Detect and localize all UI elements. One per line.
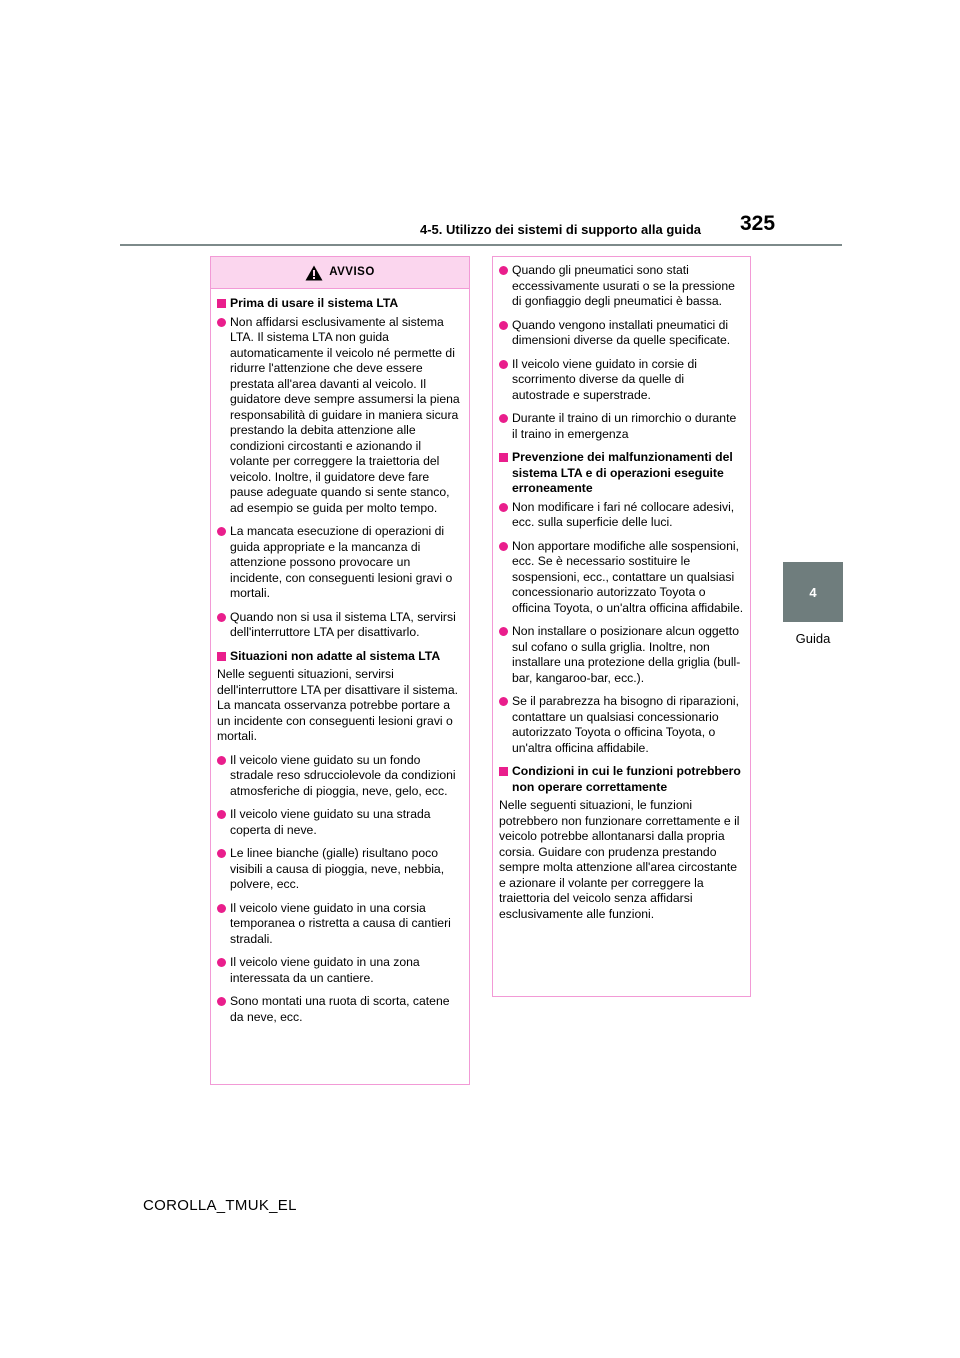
- bullet-text: Il veicolo viene guidato in una corsia temporanea o ristretta a causa di cantieri stradali.: [230, 900, 451, 946]
- bullet-text: Non modificare i fari né collocare adesivi, ecc. sulla superficie delle luci.: [512, 499, 735, 529]
- square-bullet-icon: [217, 652, 226, 661]
- circle-bullet-icon: [217, 904, 226, 913]
- bullet-item: [217, 901, 463, 948]
- bullet-item: [217, 846, 463, 893]
- bullet-item: [217, 524, 463, 602]
- square-bullet-icon: [499, 453, 508, 462]
- circle-bullet-icon: [499, 627, 508, 636]
- bullet-text: Le linee bianche (gialle) risultano poco visibili a causa di pioggia, neve, nebbia, polvere, ecc.: [230, 846, 445, 891]
- bullet-text: Non installare o posizionare alcun oggetto sul cofano o sulla griglia. Inoltre, non installare una protezione della griglia (bull-bar, kangaroo-bar, ecc.).: [512, 624, 741, 685]
- bullet-item: [499, 318, 744, 349]
- circle-bullet-icon: [217, 318, 226, 327]
- circle-bullet-icon: [217, 849, 226, 858]
- square-bullet-icon: [217, 299, 226, 308]
- footer-model-code: COROLLA_TMUK_EL: [143, 1197, 297, 1214]
- section-title: 4-5. Utilizzo dei sistemi di supporto alla guida: [420, 222, 701, 237]
- bullet-text: Il veicolo viene guidato in corsie di scorrimento diverse da quelle di autostrade e superstrade.: [512, 356, 697, 402]
- circle-bullet-icon: [499, 542, 508, 551]
- circle-bullet-icon: [499, 321, 508, 330]
- bullet-text: Il veicolo viene guidato su un fondo stradale reso sdrucciolevole da condizioni atmosferiche di pioggia, neve, gelo, ecc.: [230, 752, 456, 798]
- bullet-text: Quando vengono installati pneumatici di dimensioni diverse da quelle specificate.: [512, 317, 731, 347]
- circle-bullet-icon: [499, 503, 508, 512]
- warning-box-right: [492, 256, 751, 997]
- bullet-text: Il veicolo viene guidato in una zona interessata da un cantiere.: [230, 955, 420, 985]
- bullet-item: [499, 624, 744, 686]
- bullet-text: Se il parabrezza ha bisogno di riparazioni, contattare un qualsiasi concessionario autorizzato Toyota o officina Toyota, o un'altra officina affidabile.: [512, 694, 739, 755]
- section-heading-text: Condizioni in cui le funzioni potrebbero non operare correttamente: [512, 764, 741, 794]
- chapter-tab: [783, 562, 843, 622]
- bullet-text: Quando gli pneumatici sono stati eccessivamente usurati o se la pressione di gonfiaggio degli pneumatici è bassa.: [512, 263, 735, 308]
- warning-label: AVVISO: [329, 265, 375, 278]
- warning-content-right: [493, 257, 750, 922]
- bullet-item: [499, 411, 744, 442]
- section-heading: [217, 296, 463, 312]
- circle-bullet-icon: [217, 527, 226, 536]
- circle-bullet-icon: [217, 997, 226, 1006]
- bullet-item: [217, 807, 463, 838]
- circle-bullet-icon: [217, 958, 226, 967]
- bullet-item: [217, 315, 463, 517]
- circle-bullet-icon: [217, 810, 226, 819]
- section-heading-text: Situazioni non adatte al sistema LTA: [230, 648, 441, 663]
- bullet-text: La mancata esecuzione di operazioni di guida appropriate e la mancanza di attenzione possono provocare un incidente, con conseguenti lesioni gravi o mortali.: [230, 524, 453, 600]
- bullet-item: [217, 753, 463, 800]
- warning-triangle-icon: [305, 265, 323, 281]
- header-rule: [120, 244, 842, 246]
- chapter-number: 4: [809, 584, 817, 600]
- bullet-text: Durante il traino di un rimorchio o durante il traino in emergenza: [512, 411, 737, 441]
- bullet-item: [499, 500, 744, 531]
- section-heading: [499, 764, 744, 795]
- bullet-text: Non affidarsi esclusivamente al sistema LTA. Il sistema LTA non guida automaticamente il veicolo né permette di ridurre l'attenzione che deve essere prestata all'area davanti al veicolo. Il guidatore deve sempre assumersi la piena responsabilità di guidare in maniera sicura prestando la debita attenzione alle condizioni circostanti e azionando il volante per correggere la traiettoria del veicolo. Inoltre, il guidatore deve fare pause adeguate quando si sente stanco, ad esempio se guida per molto tempo.: [230, 314, 460, 515]
- circle-bullet-icon: [499, 360, 508, 369]
- bullet-text: Quando non si usa il sistema LTA, servirsi dell'interruttore LTA per disattivarlo.: [230, 609, 456, 639]
- square-bullet-icon: [499, 767, 508, 776]
- bullet-item: [499, 263, 744, 310]
- bullet-item: [217, 955, 463, 986]
- paragraph: Nelle seguenti situazioni, servirsi dell'interruttore LTA per disattivare il sistema. La mancata osservanza potrebbe portare a un incidente con conseguenti lesioni gravi o mortali.: [217, 667, 458, 743]
- section-heading-text: Prevenzione dei malfunzionamenti del sistema LTA e di operazioni eseguite erroneamente: [512, 450, 733, 495]
- page-number: 325: [740, 212, 776, 235]
- section-heading: [499, 450, 744, 497]
- circle-bullet-icon: [499, 414, 508, 423]
- bullet-item: [499, 539, 744, 617]
- chapter-label: Guida: [795, 631, 831, 646]
- warning-box-left: [210, 256, 470, 1085]
- section-heading: [217, 649, 463, 665]
- bullet-item: [217, 994, 463, 1025]
- bullet-item: [217, 610, 463, 641]
- bullet-text: Sono montati una ruota di scorta, catene da neve, ecc.: [230, 994, 450, 1024]
- section-heading-text: Prima di usare il sistema LTA: [230, 296, 399, 310]
- circle-bullet-icon: [217, 613, 226, 622]
- bullet-item: [499, 694, 744, 756]
- warning-content-left: [211, 289, 469, 1025]
- circle-bullet-icon: [499, 697, 508, 706]
- paragraph: Nelle seguenti situazioni, le funzioni potrebbero non funzionare correttamente e il veicolo potrebbe allontanarsi dalla propria corsia. Guidare con prudenza prestando sempre molta attenzione all'area circostante e azionare il volante per correggere la traiettoria del veicolo senza affidarsi esclusivamente alle funzioni.: [499, 798, 740, 921]
- circle-bullet-icon: [217, 756, 226, 765]
- warning-header: [211, 257, 469, 289]
- circle-bullet-icon: [499, 266, 508, 275]
- bullet-text: Il veicolo viene guidato su una strada coperta di neve.: [230, 807, 431, 837]
- bullet-text: Non apportare modifiche alle sospensioni, ecc. Se è necessario sostituire le sospensioni, ecc., contattare un qualsiasi concessionario autorizzato Toyota o officina Toyota, o un'altra officina affidabile.: [512, 538, 744, 615]
- bullet-item: [499, 357, 744, 404]
